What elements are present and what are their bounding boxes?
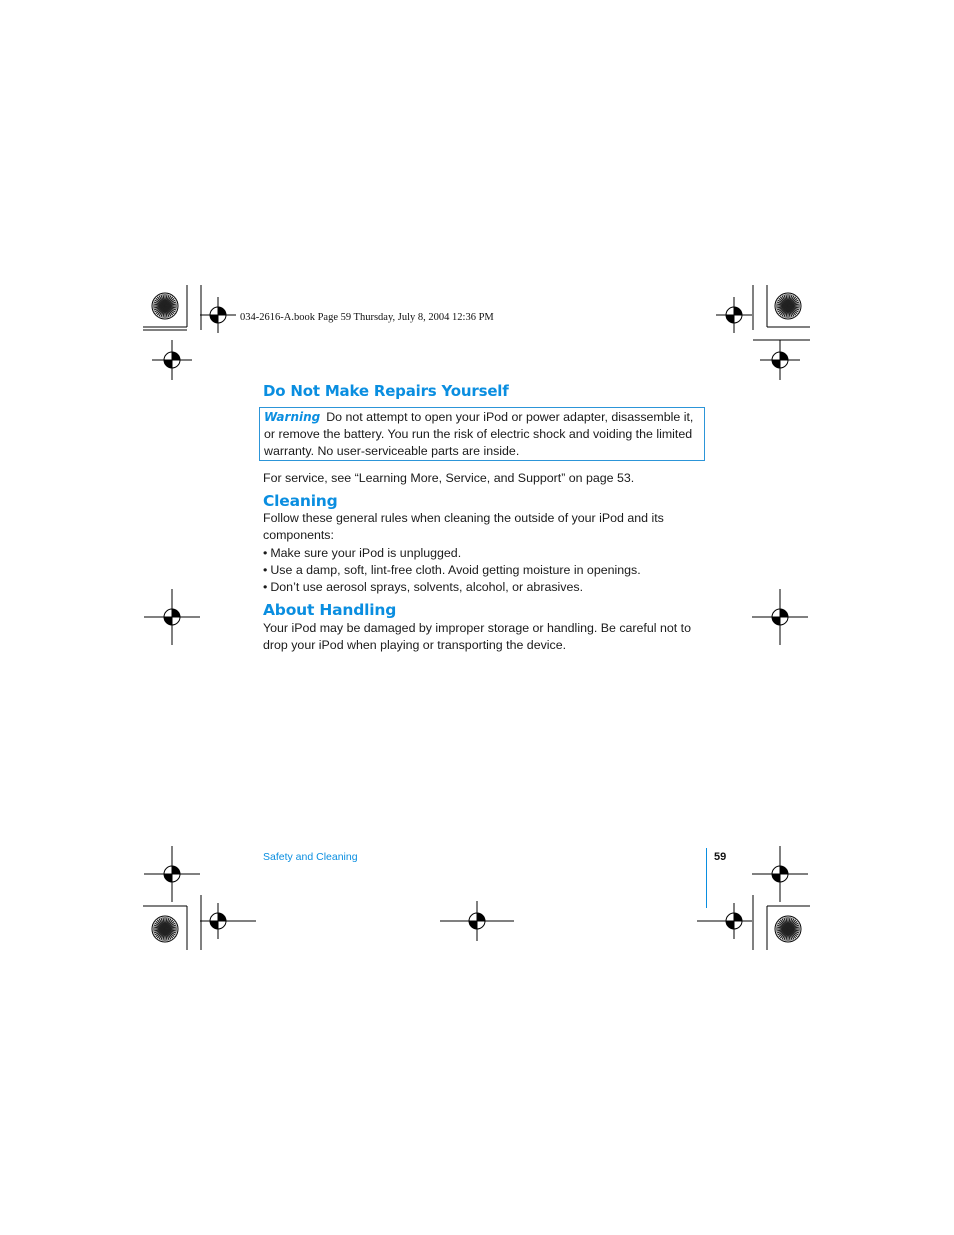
handling-text: Your iPod may be damaged by improper storage or handling. Be careful not to drop your iPod when playing or transporting the device. (263, 621, 691, 653)
service-text: For service, see “Learning More, Service, and Support” on page 53. (263, 471, 635, 485)
heading-handling: About Handling (263, 601, 397, 619)
list-item: • Use a damp, soft, lint-free cloth. Avoid getting moisture in openings. (263, 562, 708, 579)
cleaning-intro: Follow these general rules when cleaning the outside of your iPod and its components: (263, 511, 664, 543)
warning-text: Do not attempt to open your iPod or power adapter, disassemble it, or remove the battery. You run the risk of electric shock and voiding the limited warranty. No user-serviceable parts are inside. (264, 410, 694, 458)
footer-section-title: Safety and Cleaning (263, 851, 358, 863)
page-number: 59 (714, 851, 727, 863)
footer-divider (706, 848, 707, 908)
warning-label: Warning (264, 410, 321, 424)
heading-repairs: Do Not Make Repairs Yourself (263, 382, 509, 400)
print-header-info: 034-2616-A.book Page 59 Thursday, July 8, 2004 12:36 PM (240, 312, 494, 323)
heading-cleaning: Cleaning (263, 492, 338, 510)
list-item: • Make sure your iPod is unplugged. (263, 545, 708, 562)
cleaning-bullet-list (263, 545, 708, 597)
list-item: • Don’t use aerosol sprays, solvents, alcohol, or abrasives. (263, 579, 708, 596)
warning-box (259, 407, 705, 461)
